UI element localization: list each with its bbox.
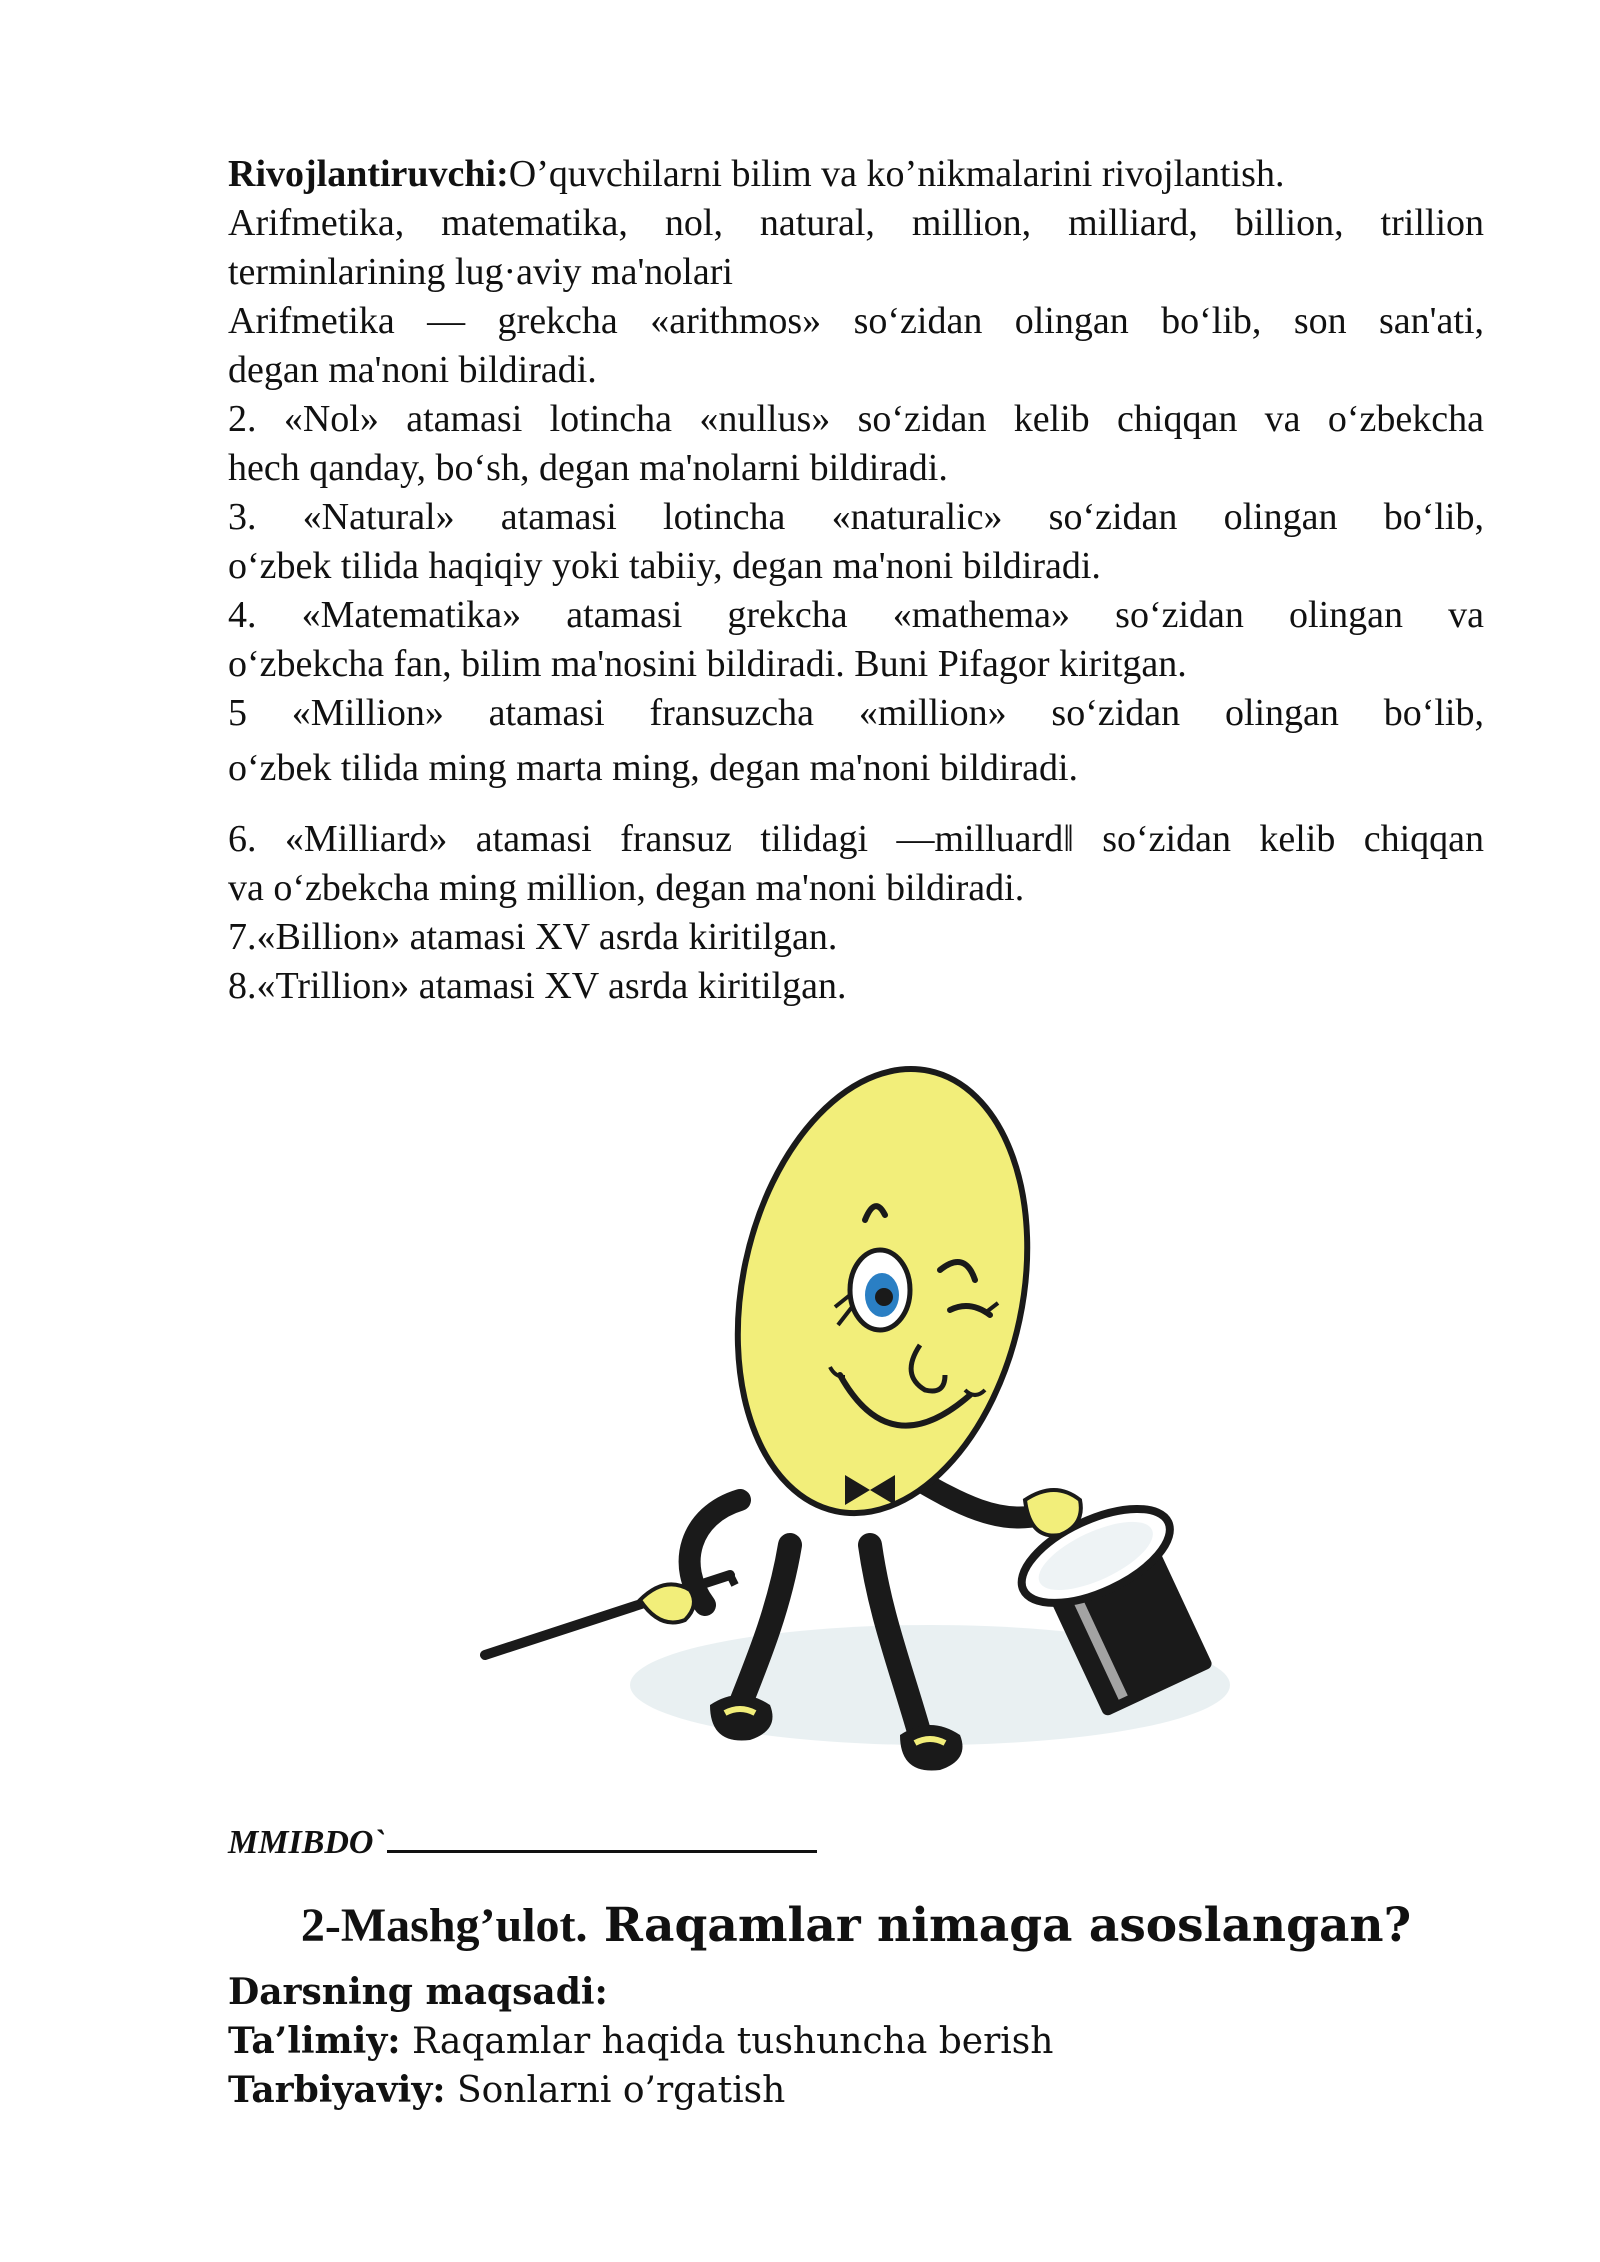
lesson-title-main: Raqamlar nimaga asoslangan?: [587, 1898, 1412, 1953]
terms-line-1: Arifmetika, matematika, nol, natural, million, milliard, billion, trillion: [228, 202, 1484, 244]
lesson-title: [228, 1895, 1484, 1957]
intro-line: [228, 150, 1484, 199]
item-5-line-1: 5 «Million» atamasi fransuzcha «million» so‘zidan olingan bo‘lib,: [228, 692, 1484, 734]
item-8: 8.«Trillion» atamasi XV asrda kiritilgan.: [228, 965, 847, 1007]
item-6-line-1: 6. «Milliard» atamasi fransuz tilidagi ―milluard‖ so‘zidan kelib chiqqan: [228, 818, 1484, 860]
goal-tarbiyaviy: [228, 2066, 1484, 2115]
item-5-line-2: o‘zbek tilida ming marta ming, degan ma'noni bildiradi.: [228, 747, 1079, 789]
goal-talimiy: [228, 2017, 1484, 2066]
egg-character-icon: [480, 1045, 1240, 1805]
intro-label: Rivojlantiruvchi:: [228, 153, 509, 195]
signature-label: MMIBDO`: [228, 1824, 385, 1861]
item-6-line-2: va o‘zbekcha ming million, degan ma'noni bildiradi.: [228, 867, 1025, 909]
tarbiyaviy-text: Sonlarni o’rgatish: [445, 2070, 786, 2111]
item-4-line-1: 4. «Matematika» atamasi grekcha «mathema» so‘zidan olingan va: [228, 594, 1484, 636]
lesson-title-prefix: 2-Mashg’ulot.: [300, 1899, 588, 1952]
goal-heading: [228, 1968, 1484, 2017]
terms-line-2: terminlarining lug·aviy ma'nolari: [228, 251, 733, 293]
tarbiyaviy-label: Tarbiyaviy:: [228, 2069, 446, 2111]
item-2-line-1: 2. «Nol» atamasi lotincha «nullus» so‘zidan kelib chiqqan va o‘zbekcha: [228, 398, 1484, 440]
intro-text: O’quvchilarni bilim va ko’nikmalarini rivojlantish.: [508, 153, 1285, 195]
item-3-line-1: 3. «Natural» atamasi lotincha «naturalic» so‘zidan olingan bo‘lib,: [228, 496, 1484, 538]
talimiy-text: Raqamlar haqida tushuncha berish: [400, 2021, 1054, 2062]
signature-blank: [387, 1820, 817, 1853]
talimiy-label: Ta’limiy:: [228, 2020, 401, 2062]
lesson-goals: [228, 1968, 1484, 2115]
item-7: 7.«Billion» atamasi XV asrda kiritilgan.: [228, 916, 838, 958]
item-1-line-2: degan ma'noni bildiradi.: [228, 349, 597, 391]
item-3-line-2: o‘zbek tilida haqiqiy yoki tabiiy, degan ma'noni bildiradi.: [228, 545, 1101, 587]
item-1-line-1: Arifmetika — grekcha «arithmos» so‘zidan olingan bo‘lib, son san'ati,: [228, 300, 1484, 342]
egg-character-illustration: [480, 1045, 1240, 1805]
goal-label: Darsning maqsadi:: [228, 1971, 608, 2013]
item-2-line-2: hech qanday, bo‘sh, degan ma'nolarni bildiradi.: [228, 447, 948, 489]
item-4-line-2: o‘zbekcha fan, bilim ma'nosini bildiradi. Buni Pifagor kiritgan.: [228, 643, 1187, 685]
document-body: [228, 150, 1484, 1011]
signature-line: [228, 1820, 817, 1865]
